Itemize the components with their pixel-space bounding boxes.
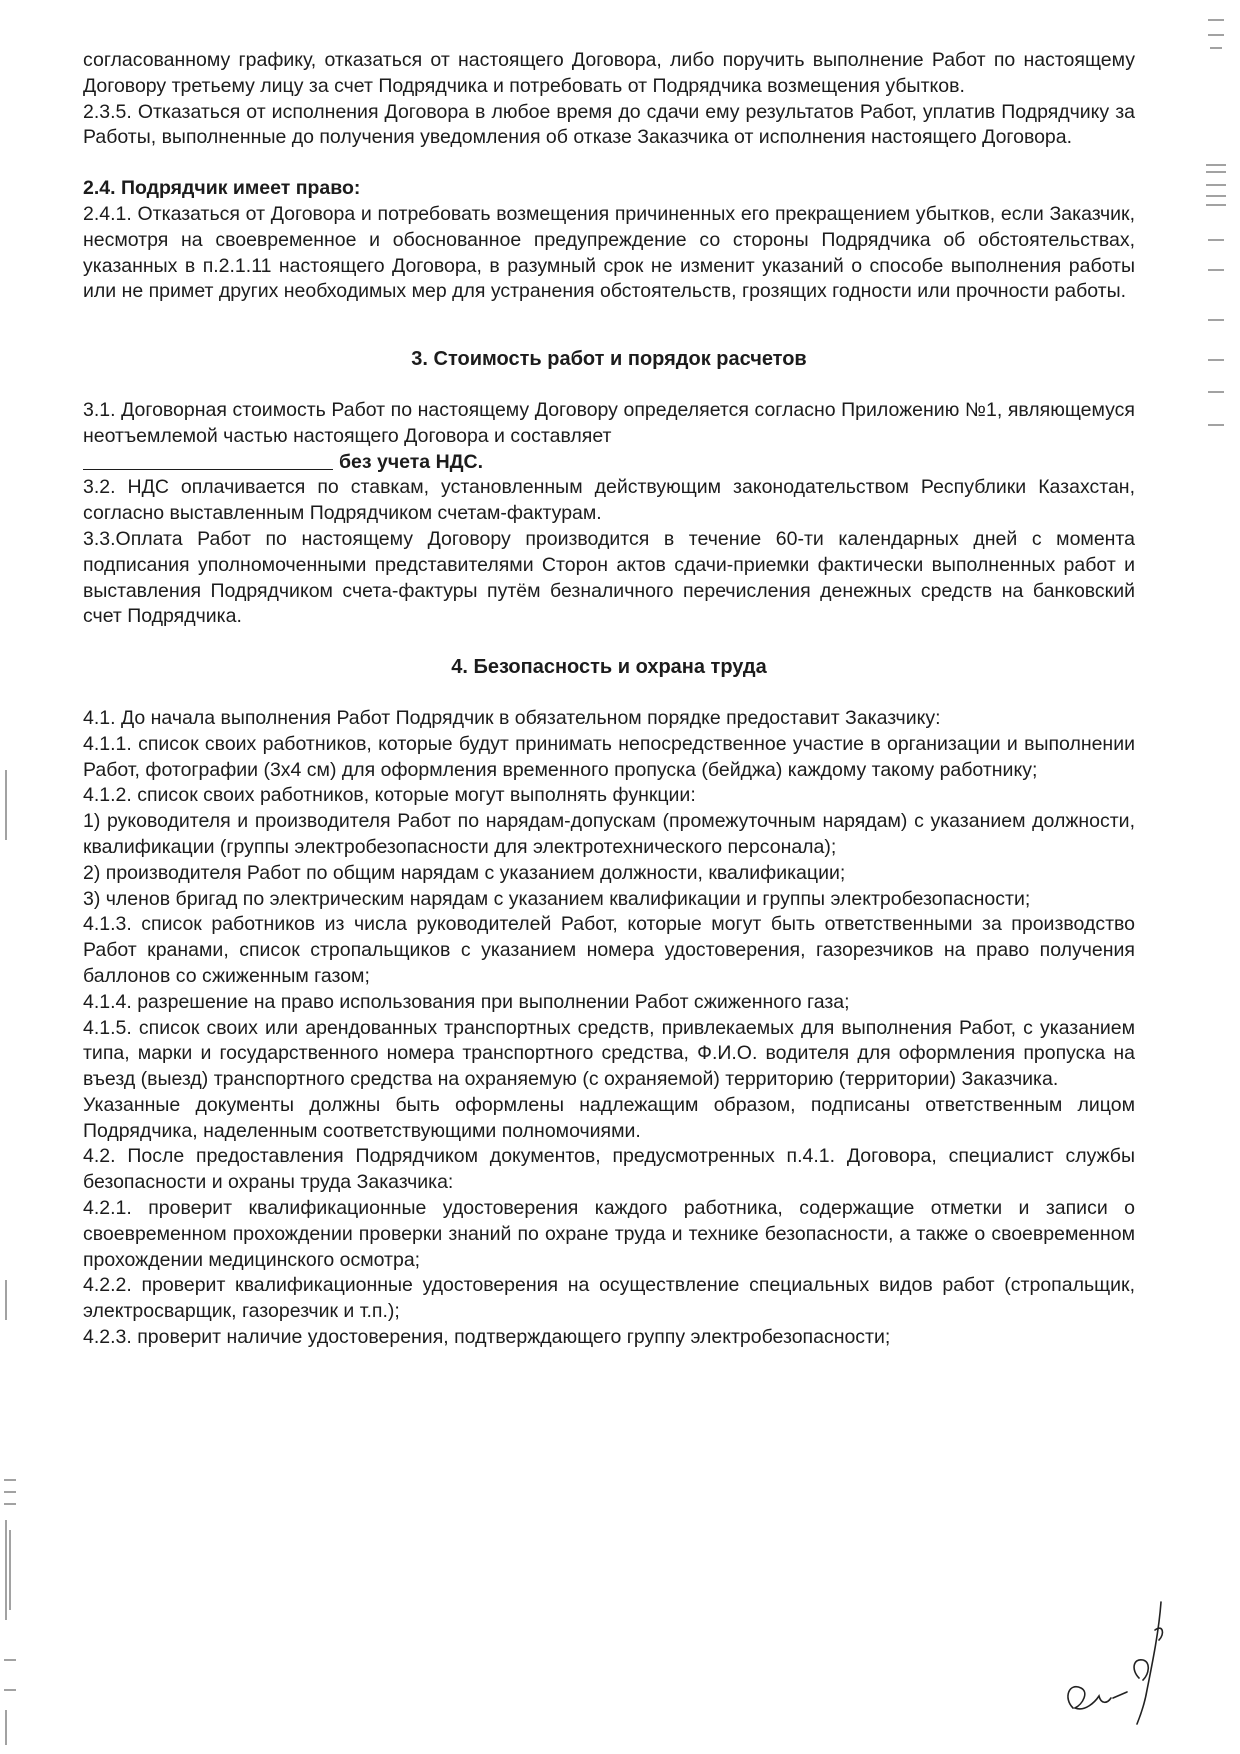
paragraph-3-1-vat-note: без учета НДС. — [339, 450, 484, 473]
paragraph-4-1-1: 4.1.1. список своих работников, которые будут принимать непосредственное участие в организации и выполнении Работ, фотографии (3х4 см) для оформления временного пропуска (бейджа) каждому такому работнику; — [83, 732, 1135, 781]
paragraph-4-2-3: 4.2.3. проверит наличие удостоверения, подтверждающего группу электробезопасности; — [83, 1326, 891, 1349]
section-heading-4: 4. Безопасность и охрана труда — [451, 656, 767, 679]
paragraph-2-4-1: 2.4.1. Отказаться от Договора и потребовать возмещения причиненных его прекращением убытков, если Заказчик, несмотря на своевременное и обоснованное предупреждение со стороны Подрядчика об обстоятельствах, указанных в п.2.1.11 настоящего Договора, в разумный срок не изменит указаний о способе выполнения работы или не примет других необходимых мер для устранения обстоятельств, грозящих годности или прочности работы. — [83, 202, 1135, 303]
paragraph-4-1-2: 4.1.2. список своих работников, которые могут выполнять функции: — [83, 784, 696, 807]
list-item-4-1-2-1: 1) руководителя и производителя Работ по нарядам-допускам (промежуточным нарядам) с указанием должности, квалификации (группы электробезопасности для электротехнического персонала); — [83, 810, 1135, 858]
contract-amount-blank-line — [83, 450, 333, 470]
handwritten-signature — [1055, 1600, 1195, 1730]
section-heading-3: 3. Стоимость работ и порядок расчетов — [411, 348, 807, 371]
right-edge-scan-marks — [1200, 0, 1240, 460]
paragraph-3-2: 3.2. НДС оплачивается по ставкам, установленным действующим законодательством Республики Казахстан, согласно выставленным Подрядчиком счетам-фактурам. — [83, 476, 1135, 525]
paragraph-4-1-5: 4.1.5. список своих или арендованных транспортных средств, привлекаемых для выполнения Работ, с указанием типа, марки и государственного номера транспортного средства, Ф.И.О. водителя для оформления пропуска на въезд (выезд) транспортного средства на охраняемую (с охраняемой) территорию (территории) Заказчика. — [83, 1016, 1135, 1091]
paragraph-3-1-text: 3.1. Договорная стоимость Работ по настоящему Договору определяется согласно Приложению №1, являющемуся неотъемлемой частью настоящего Договора и составляет — [83, 398, 1135, 447]
paragraph-documents-note: Указанные документы должны быть оформлены надлежащим образом, подписаны ответственным лицом Подрядчика, наделенным соответствующими полномочиями. — [83, 1093, 1135, 1142]
paragraph-4-2: 4.2. После предоставления Подрядчиком документов, предусмотренных п.4.1. Договора, специалист службы безопасности и охраны труда Заказчика: — [83, 1145, 1135, 1194]
document-page — [83, 48, 1135, 1351]
paragraph-4-2-1: 4.2.1. проверит квалификационные удостоверения каждого работника, содержащие отметки и записи о своевременном прохождении проверки знаний по охране труда и технике безопасности, а также о своевременном прохождении медицинского осмотра; — [83, 1197, 1135, 1271]
paragraph-4-1-4: 4.1.4. разрешение на право использования при выполнении Работ сжиженного газа; — [83, 990, 850, 1013]
paragraph-2-3-5: 2.3.5. Отказаться от исполнения Договора в любое время до сдачи ему результатов Работ, уплатив Подрядчику за Работы, выполненные до получения уведомления об отказе Заказчика от исполнения настоящего Договора. — [83, 100, 1135, 149]
left-edge-scan-marks — [0, 760, 30, 1750]
list-item-4-1-2-2: 2) производителя Работ по общим нарядам с указанием должности, квалификации; — [83, 861, 846, 884]
paragraph-4-2-2: 4.2.2. проверит квалификационные удостоверения на осуществление специальных видов работ (стропальщик, электросварщик, газорезчик и т.п.); — [83, 1274, 1135, 1323]
paragraph-4-1-3: 4.1.3. список работников из числа руководителей Работ, которые могут быть ответственными за производство Работ кранами, список стропальщиков с указанием номера удостоверения, газорезчиков на право получения баллонов со сжиженным газом; — [83, 913, 1135, 987]
list-item-4-1-2-3: 3) членов бригад по электрическим нарядам с указанием квалификации и группы электробезопасности; — [83, 887, 1031, 910]
subheading-2-4: 2.4. Подрядчик имеет право: — [83, 177, 361, 200]
paragraph-3-1 — [83, 398, 1135, 475]
paragraph-2-3-4-continuation: согласованному графику, отказаться от настоящего Договора, либо поручить выполнение Работ по настоящему Договору третьему лицу за счет Подрядчика и потребовать от Подрядчика возмещения убытков. — [83, 49, 1135, 97]
paragraph-4-1: 4.1. До начала выполнения Работ Подрядчик в обязательном порядке предоставит Заказчику: — [83, 706, 941, 729]
paragraph-3-3: 3.3.Оплата Работ по настоящему Договору производится в течение 60-ти календарных дней с момента подписания уполномоченными представителями Сторон актов сдачи-приемки фактически выполненных работ и выставления Подрядчиком счета-фактуры путём безналичного перечисления денежных средств на банковский счет Подрядчика. — [83, 527, 1135, 628]
